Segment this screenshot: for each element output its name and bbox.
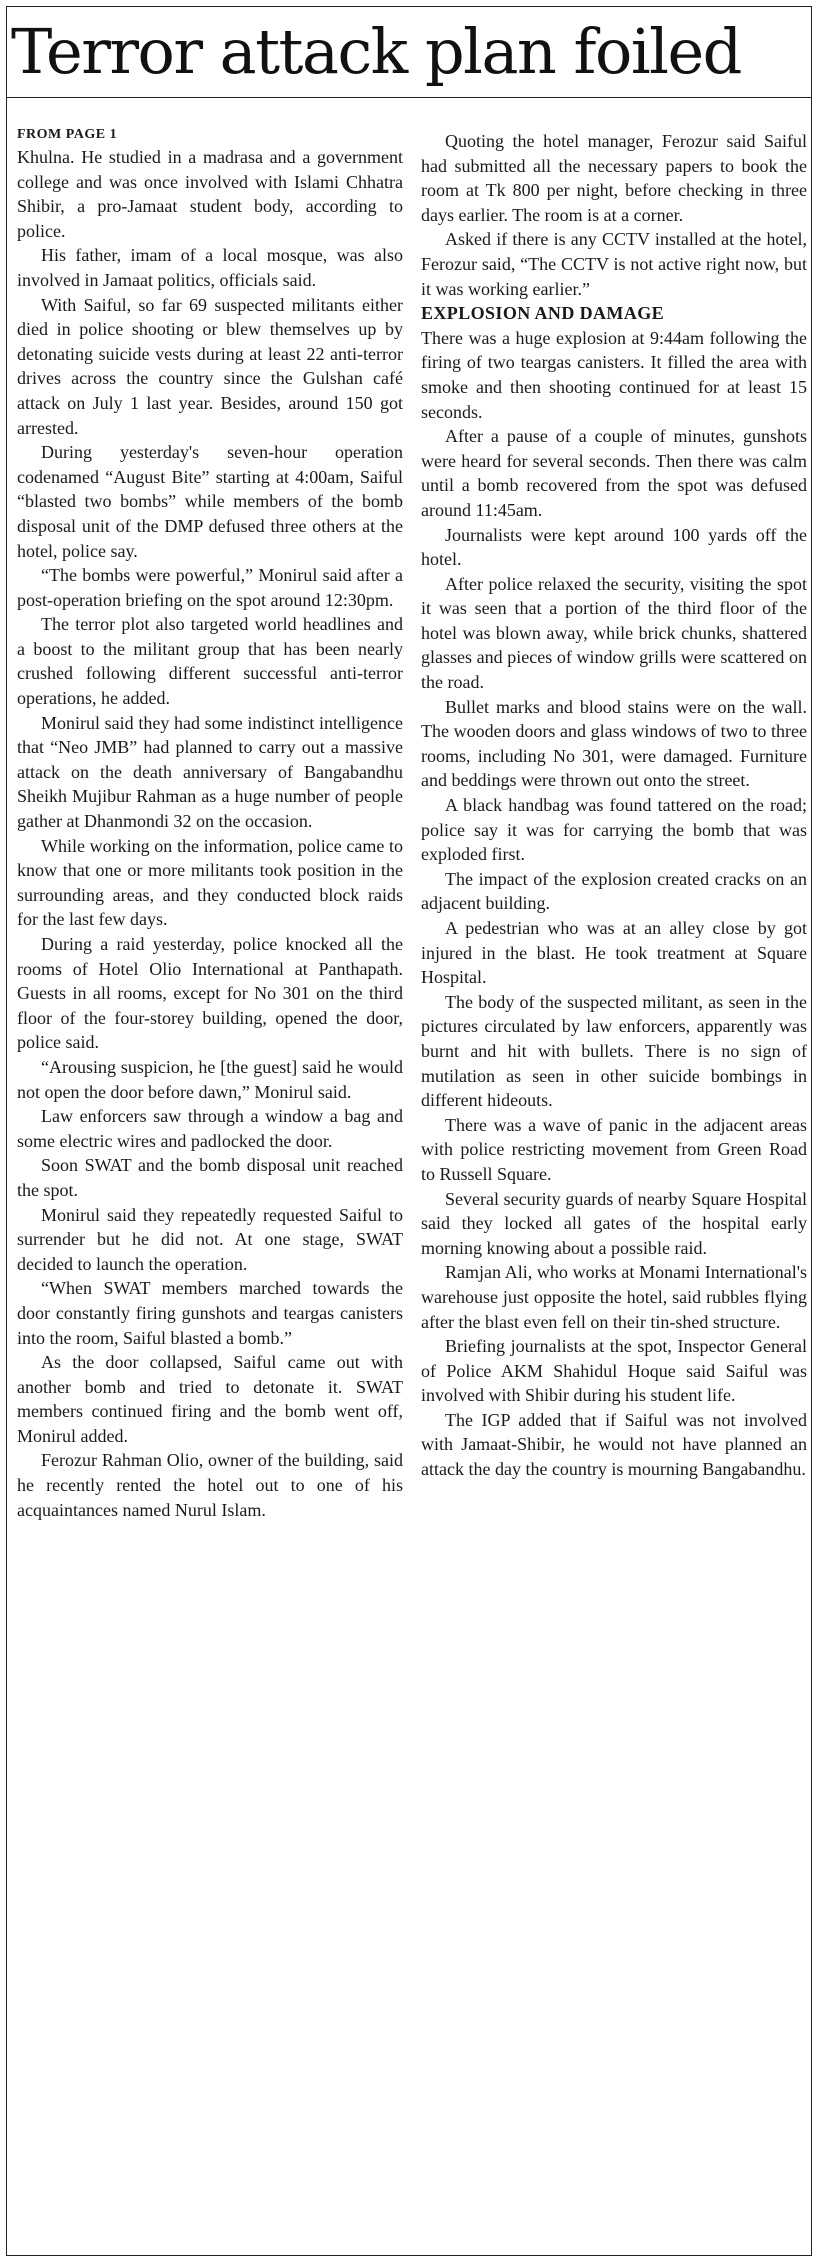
paragraph: Briefing journalists at the spot, Inspector General of Police AKM Shahidul Hoque said Saiful was involved with Shibir during his student life. (421, 1336, 807, 1406)
paragraph: The terror plot also targeted world headlines and a boost to the militant group that has been nearly crushed following different successful anti-terror operations, he added. (17, 614, 403, 709)
paragraph: Law enforcers saw through a window a bag and some electric wires and padlocked the door. (17, 1106, 403, 1151)
paragraph: During yesterday's seven-hour operation codenamed “August Bite” starting at 4:00am, Saiful “blasted two bombs” while members of the bomb disposal unit of the DMP defused three others at the hotel, police say. (17, 442, 403, 561)
paragraph: There was a wave of panic in the adjacent areas with police restricting movement from Green Road to Russell Square. (421, 1114, 807, 1184)
paragraph: While working on the information, police came to know that one or more militants took position in the surrounding areas, and they conducted block raids for the last few days. (17, 835, 403, 930)
paragraph: During a raid yesterday, police knocked all the rooms of Hotel Olio International at Panthapath. Guests in all rooms, except for No 301 on the third floor of the four-storey building, opened the door, police said. (17, 934, 403, 1053)
paragraph: A pedestrian who was at an alley close by got injured in the blast. He took treatment at Square Hospital. (421, 918, 807, 988)
headline-rule (7, 97, 811, 98)
paragraph: Ramjan Ali, who works at Monami International's warehouse just opposite the hotel, said rubbles flying after the blast even fell on their tin-shed structure. (421, 1262, 807, 1332)
section-subhead: EXPLOSION AND DAMAGE (421, 303, 665, 324)
paragraph: After a pause of a couple of minutes, gunshots were heard for several seconds. Then there was calm until a bomb recovered from the spot was defused around 11:45am. (421, 426, 807, 520)
paragraph: Quoting the hotel manager, Ferozur said Saiful had submitted all the necessary papers to book the room at Tk 800 per night, before checking in three days earlier. The room is at a corner. (421, 131, 807, 225)
paragraph: The body of the suspected militant, as seen in the pictures circulated by law enforcers, apparently was burnt and hit with bullets. There is no sign of mutilation as seen in other suicide bombings in different hideouts. (421, 991, 807, 1111)
paragraph: Journalists were kept around 100 yards off the hotel. (421, 524, 807, 570)
paragraph: The IGP added that if Saiful was not involved with Jamaat-Shibir, he would not have planned an attack the day the country is mourning Bangabandhu. (421, 1409, 807, 1480)
paragraph: A black handbag was found tattered on the road; police say it was for carrying the bomb that was exploded first. (421, 795, 807, 865)
paragraph: Soon SWAT and the bomb disposal unit reached the spot. (17, 1155, 403, 1200)
paragraph: Several security guards of nearby Square Hospital said they locked all gates of the hospital early morning knowing about a possible raid. (421, 1188, 807, 1258)
paragraph: The impact of the explosion created cracks on an adjacent building. (421, 868, 807, 914)
paragraph: “Arousing suspicion, he [the guest] said he would not open the door before dawn,” Monirul said. (17, 1056, 403, 1102)
paragraph: With Saiful, so far 69 suspected militants either died in police shooting or blew themselves up by detonating suicide vests during at least 22 anti-terror drives across the country since the Gulshan café attack on July 1 last year. Besides, around 150 got arrested. (17, 294, 403, 438)
paragraph: Monirul said they repeatedly requested Saiful to surrender but he did not. At one stage, SWAT decided to launch the operation. (17, 1204, 403, 1274)
newspaper-clipping (6, 6, 812, 2256)
paragraph: There was a huge explosion at 9:44am following the firing of two teargas canisters. It filled the area with smoke and then shooting continued for at least 15 seconds. (421, 327, 807, 422)
paragraph: Monirul said they had some indistinct intelligence that “Neo JMB” had planned to carry out a massive attack on the death anniversary of Bangabandhu Sheikh Mujibur Rahman as a huge number of people gather at Dhanmondi 32 on the occasion. (17, 712, 403, 832)
right-column (421, 129, 807, 1482)
headline: Terror attack plan foiled (11, 15, 741, 88)
paragraph: Bullet marks and blood stains were on the wall. The wooden doors and glass windows of two to three rooms, including No 301, were damaged. Furniture and beddings were thrown out onto the street. (421, 696, 807, 791)
kicker: FROM PAGE 1 (17, 127, 118, 142)
paragraph: “The bombs were powerful,” Monirul said after a post-operation briefing on the spot around 12:30pm. (17, 565, 403, 610)
paragraph: Ferozur Rahman Olio, owner of the building, said he recently rented the hotel out to one of his acquaintances named Nurul Islam. (17, 1450, 403, 1520)
paragraph: After police relaxed the security, visiting the spot it was seen that a portion of the third floor of the hotel was blown away, while brick chunks, shattered glasses and pieces of window grills were scattered on the road. (421, 573, 807, 693)
paragraph: Khulna. He studied in a madrasa and a government college and was once involved with Islami Chhatra Shibir, a pro-Jamaat student body, according to police. (17, 147, 403, 241)
paragraph: Asked if there is any CCTV installed at the hotel, Ferozur said, “The CCTV is not active right now, but it was working earlier.” (421, 229, 807, 299)
paragraph: His father, imam of a local mosque, was also involved in Jamaat politics, officials said. (17, 245, 403, 290)
left-column (17, 125, 403, 1522)
paragraph: “When SWAT members marched towards the door constantly firing gunshots and teargas canisters into the room, Saiful blasted a bomb.” (17, 1278, 403, 1348)
paragraph: As the door collapsed, Saiful came out with another bomb and tried to detonate it. SWAT members continued firing and the bomb went off, Monirul added. (17, 1352, 403, 1446)
